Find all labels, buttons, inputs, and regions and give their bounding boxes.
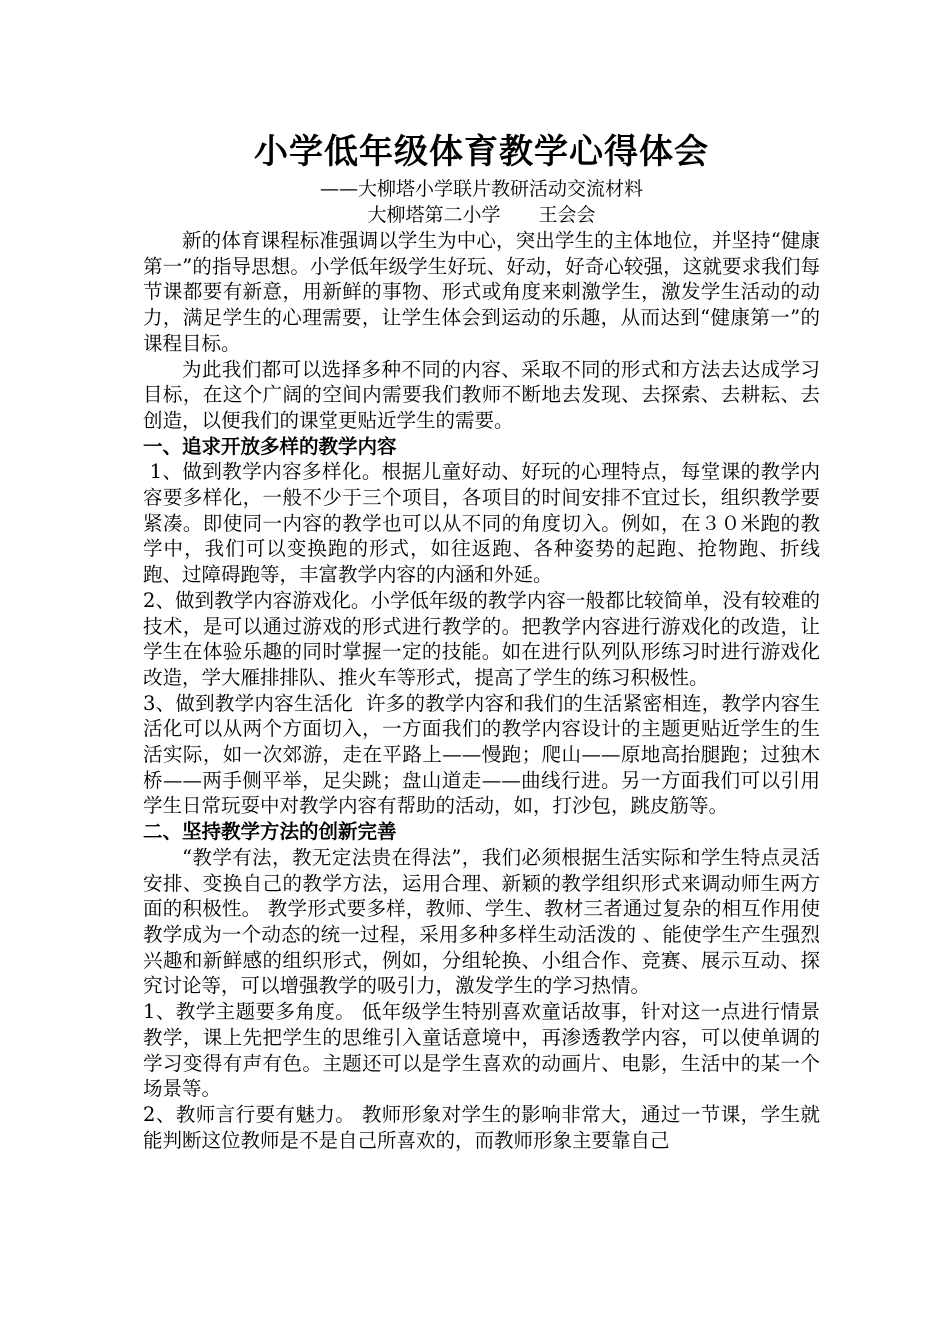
section-item: 3、做到教学内容生活化 许多的教学内容和我们的生活紧密相连，教学内容生活化可以从两个方面切入，一方面我们的教学内容设计的主题更贴近学生的生活实际，如一次郊游，走在平路上——慢跑；爬山——原地高抬腿跑；过独木桥——两手侧平举，足尖跳；盘山道走——曲线行进。另一方面我们可以引用学生日常玩耍中对教学内容有帮助的活动，如，打沙包，跳皮筋等。 [143,691,820,818]
section-intro-paragraph: “教学有法，教无定法贵在得法”，我们必须根据生活实际和学生特点灵活安排、变换自己的教学方法，运用合理、新颖的教学组织形式来调动师生两方面的积极性。 教学形式要多样，教师、学生、教材三者通过复杂的相互作用使教学成为一个动态的统一过程，采用多种多样生动活泼的 、能使学生产生强烈兴趣和新鲜感的组织形式，例如，分组轮换、小组合作、竞赛、展示互动、探究讨论等，可以增强教学的吸引力，激发学生的学习热情。 [143,845,820,998]
section-item: 2、教师言行要有魅力。 教师形象对学生的影响非常大，通过一节课，学生就能判断这位教师是不是自己所喜欢的，而教师形象主要靠自己 [143,1102,820,1152]
author-line: 大柳塔第二小学 王会会 [367,204,596,226]
intro-paragraph: 新的体育课程标准强调以学生为中心，突出学生的主体地位，并坚持“健康第一”的指导思想。小学低年级学生好玩、好动，好奇心较强，这就要求我们每节课都要有新意，用新鲜的事物、形式或角度来刺激学生，激发学生活动的动力，满足学生的心理需要，让学生体会到运动的乐趣，从而达到“健康第一”的课程目标。 [143,229,820,355]
section-item: 1、做到教学内容多样化。根据儿童好动、好玩的心理特点，每堂课的教学内容要多样化，一般不少于三个项目，各项目的时间安排不宜过长，组织教学要紧凑。即使同一内容的教学也可以从不同的角度切入。例如，在３０米跑的教学中，我们可以变换跑的形式，如往返跑、各种姿势的起跑、抢物跑、折线跑、过障碍跑等，丰富教学内容的内涵和外延。 [143,460,820,587]
document-title: 小学低年级体育教学心得体会 [254,132,709,172]
document-page [143,128,820,1153]
intro-paragraph: 为此我们都可以选择多种不同的内容、采取不同的形式和方法去达成学习目标，在这个广阔的空间内需要我们教师不断地去发现、去探索、去耕耘、去创造，以便我们的课堂更贴近学生的需要。 [143,357,820,432]
document-subtitle: ——大柳塔小学联片教研活动交流材料 [319,178,643,200]
section-item: 1、教学主题要多角度。 低年级学生特别喜欢童话故事，针对这一点进行情景教学，课上先把学生的思维引入童话意境中，再渗透教学内容，可以使单调的学习变得有声有色。主题还可以是学生喜欢的动画片、电影，生活中的某一个场景等。 [143,1000,820,1101]
section-heading: 二、坚持教学方法的创新完善 [143,820,397,844]
section-item: 2、做到教学内容游戏化。小学低年级的教学内容一般都比较简单，没有较难的技术，是可以通过游戏的形式进行教学的。把教学内容进行游戏化的改造，让学生在体验乐趣的同时掌握一定的技能。如在进行队列队形练习时进行游戏化改造，学大雁排排队、推火车等形式，提高了学生的练习积极性。 [143,588,820,689]
section-heading: 一、追求开放多样的教学内容 [143,434,397,458]
